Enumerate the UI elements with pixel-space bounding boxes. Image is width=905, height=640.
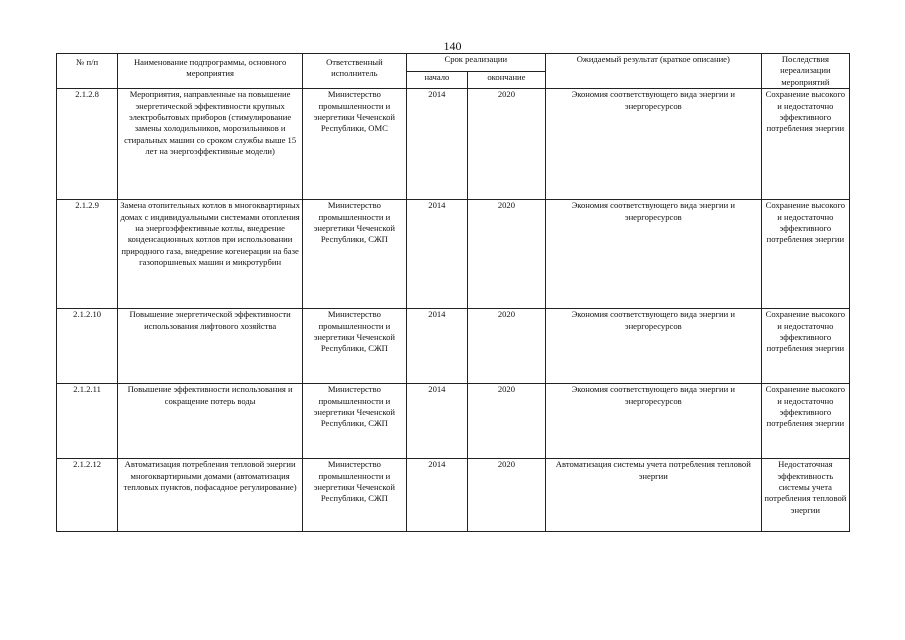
table-row <box>57 459 850 532</box>
cell-consequences: Сохранение высокого и недостаточно эффективного потребления энергии <box>761 200 849 309</box>
cell-start: 2014 <box>406 200 467 309</box>
header-term: Срок реализации <box>406 54 545 72</box>
header-start: начало <box>406 71 467 89</box>
table-row <box>57 309 850 384</box>
table-row <box>57 200 850 309</box>
cell-name: Замена отопительных котлов в многоквартирных домах с индивидуальными системами отопления на энергоэффективные котлы, внедрение конденсационных котлов при использовании природного газа, внедрение когенерации на базе газопоршневых машин и микротурбин <box>118 200 303 309</box>
header-row <box>57 54 850 72</box>
cell-executor: Министерство промышленности и энергетики Чеченской Республики, СЖП <box>302 200 406 309</box>
cell-end: 2020 <box>468 200 546 309</box>
cell-end: 2020 <box>468 384 546 459</box>
table-row <box>57 384 850 459</box>
cell-executor: Министерство промышленности и энергетики Чеченской Республики, СЖП <box>302 384 406 459</box>
cell-num: 2.1.2.9 <box>57 200 118 309</box>
cell-name: Автоматизация потребления тепловой энергии многоквартирными домами (автоматизация тепловых пунктов, пофасадное регулирование) <box>118 459 303 532</box>
cell-result: Экономия соответствующего вида энергии и энергоресурсов <box>545 384 761 459</box>
cell-consequences: Сохранение высокого и недостаточно эффективного потребления энергии <box>761 89 849 200</box>
cell-num: 2.1.2.10 <box>57 309 118 384</box>
cell-name: Повышение энергетической эффективности использования лифтового хозяйства <box>118 309 303 384</box>
cell-end: 2020 <box>468 89 546 200</box>
cell-end: 2020 <box>468 309 546 384</box>
table-row <box>57 89 850 200</box>
cell-executor: Министерство промышленности и энергетики Чеченской Республики, ОМС <box>302 89 406 200</box>
program-table <box>56 53 850 532</box>
header-num: № п/п <box>57 54 118 89</box>
cell-start: 2014 <box>406 459 467 532</box>
cell-result: Автоматизация системы учета потребления тепловой энергии <box>545 459 761 532</box>
cell-executor: Министерство промышленности и энергетики Чеченской Республики, СЖП <box>302 459 406 532</box>
cell-num: 2.1.2.12 <box>57 459 118 532</box>
cell-start: 2014 <box>406 89 467 200</box>
cell-start: 2014 <box>406 309 467 384</box>
cell-consequences: Сохранение высокого и недостаточно эффективного потребления энергии <box>761 309 849 384</box>
cell-executor: Министерство промышленности и энергетики Чеченской Республики, СЖП <box>302 309 406 384</box>
header-consequences: Последствия нереализации мероприятий <box>761 54 849 89</box>
cell-consequences: Недостаточная эффективность системы учета потребления тепловой энергии <box>761 459 849 532</box>
cell-num: 2.1.2.11 <box>57 384 118 459</box>
header-end: окончание <box>468 71 546 89</box>
cell-name: Мероприятия, направленные на повышение энергетической эффективности крупных электробытовых приборов (стимулирование замены холодильников, морозильников и стиральных машин со сроком службы выше 15 лет на энергоэффективные модели) <box>118 89 303 200</box>
cell-consequences: Сохранение высокого и недостаточно эффективного потребления энергии <box>761 384 849 459</box>
cell-end: 2020 <box>468 459 546 532</box>
cell-start: 2014 <box>406 384 467 459</box>
header-name: Наименование подпрограммы, основного мероприятия <box>118 54 303 89</box>
cell-result: Экономия соответствующего вида энергии и энергоресурсов <box>545 309 761 384</box>
cell-result: Экономия соответствующего вида энергии и энергоресурсов <box>545 89 761 200</box>
page-number: 140 <box>443 39 462 53</box>
cell-num: 2.1.2.8 <box>57 89 118 200</box>
cell-name: Повышение эффективности использования и сокращение потерь воды <box>118 384 303 459</box>
header-executor: Ответственный исполнитель <box>302 54 406 89</box>
header-result: Ожидаемый результат (краткое описание) <box>545 54 761 89</box>
cell-result: Экономия соответствующего вида энергии и энергоресурсов <box>545 200 761 309</box>
